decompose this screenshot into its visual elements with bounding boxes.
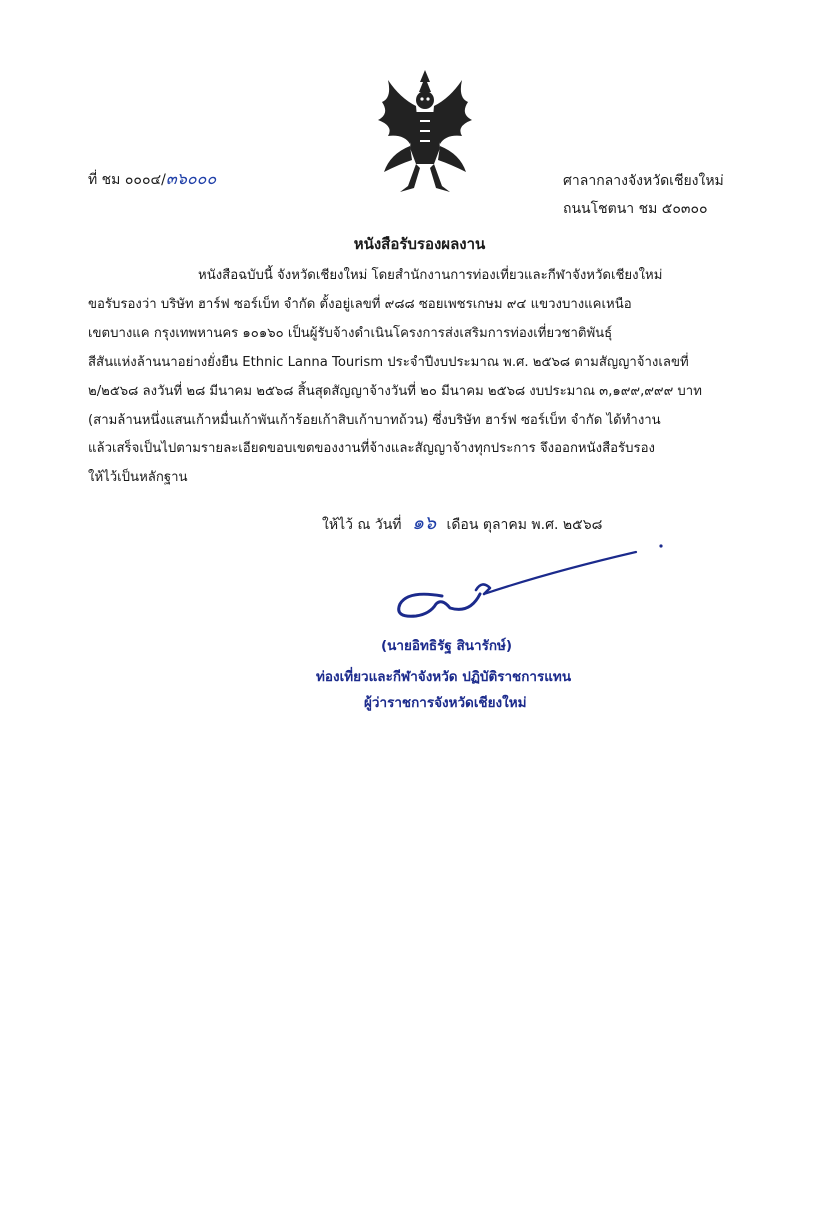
body-line: (สามล้านหนึ่งแสนเก้าหมื่นเก้าพันเก้าร้อยเก้าสิบเก้าบาทถ้วน) ซึ่งบริษัท ฮาร์ฟ ซอร์เบ็ท จำกัด ได้ทำงาน [88, 412, 661, 428]
body-line: สีสันแห่งล้านนาอย่างยั่งยืน Ethnic Lanna Tourism ประจำปีงบประมาณ พ.ศ. ๒๕๖๘ ตามสัญญาจ้างเลขที่ [88, 354, 689, 370]
body-line: ขอรับรองว่า บริษัท ฮาร์ฟ ซอร์เบ็ท จำกัด ตั้งอยู่เลขที่ ๙๘๘ ซอยเพชรเกษม ๙๔ แขวงบางแคเหนือ [88, 296, 632, 312]
office-address-line1: ศาลากลางจังหวัดเชียงใหม่ [563, 173, 724, 189]
signatory-name: (นายอิทธิรัฐ สินารักษ์) [381, 638, 513, 654]
body-line: แล้วเสร็จเป็นไปตามรายละเอียดขอบเขตของงานที่จ้างและสัญญาจ้างทุกประการ จึงออกหนังสือรับรอง [88, 441, 655, 457]
signatory-position-line1: ท่องเที่ยวและกีฬาจังหวัด ปฏิบัติราชการแทน [316, 669, 572, 685]
garuda-emblem-icon [370, 68, 480, 196]
issue-day-handwritten: ๑๖ [411, 512, 437, 534]
body-line: เขตบางแค กรุงเทพหานคร ๑๐๑๖๐ เป็นผู้รับจ้างดำเนินโครงการส่งเสริมการท่องเที่ยวชาติพันธุ์ [88, 325, 613, 341]
reference-prefix: ที่ ชม ๐๐๐๔/ [88, 172, 166, 188]
body-line: ให้ไว้เป็นหลักฐาน [88, 470, 188, 486]
reference-handwritten-number: ๓๖๐๐๐ [165, 169, 217, 188]
issue-date-prefix: ให้ไว้ ณ วันที่ [322, 517, 402, 533]
document-title: หนังสือรับรองผลงาน [353, 235, 486, 253]
issue-date-suffix: เดือน ตุลาคม พ.ศ. ๒๕๖๘ [446, 517, 603, 533]
signatory-position-line2: ผู้ว่าราชการจังหวัดเชียงใหม่ [364, 695, 527, 711]
issue-date [322, 508, 602, 538]
body-line: หนังสือฉบับนี้ จังหวัดเชียงใหม่ โดยสำนักงานการท่องเที่ยวและกีฬาจังหวัดเชียงใหม่ [198, 268, 663, 283]
reference-number [88, 167, 216, 192]
handwritten-signature [380, 538, 680, 628]
certificate-body [88, 262, 764, 493]
office-address-line2: ถนนโชตนา ชม ๕๐๓๐๐ [563, 201, 708, 217]
body-line: ๒/๒๕๖๘ ลงวันที่ ๒๘ มีนาคม ๒๕๖๘ สิ้นสุดสัญญาจ้างวันที่ ๒๐ มีนาคม ๒๕๖๘ งบประมาณ ๓,๑๙๙,๙๙๙ บาท [88, 383, 702, 399]
